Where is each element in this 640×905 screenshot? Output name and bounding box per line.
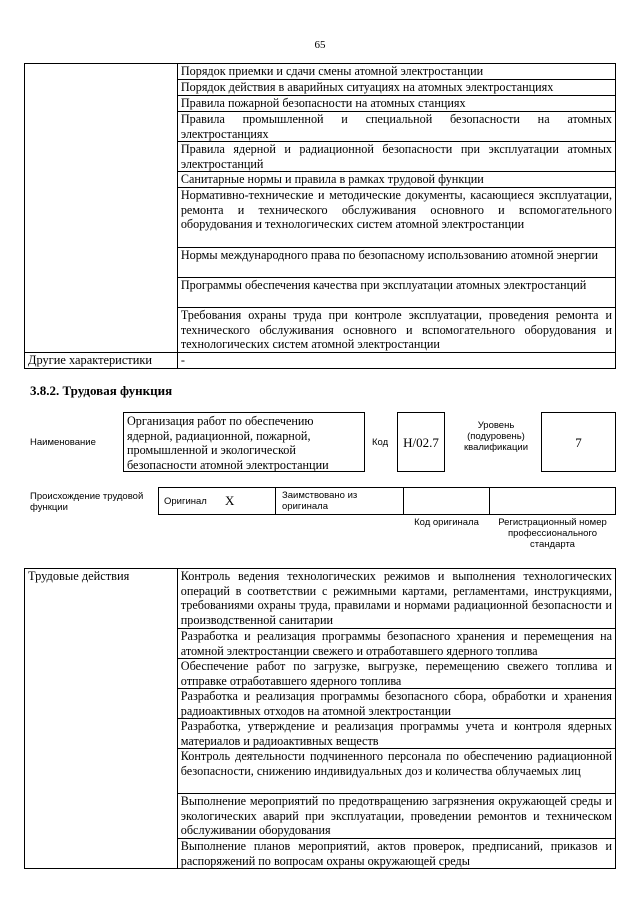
knowledge-row: Требования охраны труда при контроле эксплуатации, проведения ремонта и технического обслуживания основного и вспомогательного оборудования и технологических систем атомной электростанции xyxy=(177,308,615,353)
labor-action-row: Обеспечение работ по загрузке, выгрузке, перемещению свежего топлива и отправке отработавшего ядерного топлива xyxy=(177,659,615,689)
labor-actions-label: Трудовые действия xyxy=(25,569,178,869)
labor-action-row: Контроль ведения технологических режимов и выполнения технологических операций в соответствии с режимными картами, регламентами, инструкциями, требованиями охраны труда, правилами и нормами радиационной безопасности и производственной санитарии xyxy=(177,569,615,629)
name-value: Организация работ по обеспечению ядерной, радиационной, пожарной, промышленной и экологической безопасности атомной электростанции xyxy=(127,414,329,472)
knowledge-label-cell xyxy=(25,64,178,353)
origin-original-mark: X xyxy=(225,493,235,508)
origin-code-box xyxy=(403,487,490,515)
knowledge-row: Правила ядерной и радиационной безопасности при эксплуатации атомных электростанций xyxy=(177,142,615,172)
labor-action-row: Разработка, утверждение и реализация программы учета и контроля ядерных материалов и радиоактивных веществ xyxy=(177,719,615,749)
origin-borrowed-box xyxy=(275,487,404,515)
code-value-box xyxy=(397,412,445,472)
knowledge-row: Санитарные нормы и правила в рамках трудовой функции xyxy=(177,172,615,188)
labor-action-row: Выполнение планов мероприятий, актов проверок, предписаний, приказов и распоряжений по вопросам охраны окружающей среды xyxy=(177,839,615,869)
origin-original-box xyxy=(158,487,276,515)
name-value-box xyxy=(123,412,365,472)
origin-borrowed-label: Заимствовано из оригинала xyxy=(282,490,358,512)
other-characteristics-value: - xyxy=(177,353,615,369)
origin-label: Происхождение трудовой функции xyxy=(30,491,144,513)
origin-reg-caption: Регистрационный номер профессионального стандарта xyxy=(498,517,607,550)
code-label: Код xyxy=(372,437,389,448)
knowledge-row: Нормативно-технические и методические документы, касающиеся эксплуатации, ремонта и технического обслуживания основного и вспомогательного оборудования и технологических систем атомной электростанции xyxy=(177,188,615,248)
name-label: Наименование xyxy=(30,437,96,448)
labor-action-row: Контроль деятельности подчиненного персонала по обеспечению радиационной безопасности, снижению индивидуальных доз и количества облучаемых лиц xyxy=(177,749,615,794)
page-number: 65 xyxy=(314,39,326,51)
other-characteristics-label: Другие характеристики xyxy=(25,353,178,369)
origin-reg-box xyxy=(489,487,616,515)
level-value-box xyxy=(541,412,616,472)
knowledge-row: Порядок действия в аварийных ситуациях на атомных электростанциях xyxy=(177,80,615,96)
knowledge-row: Нормы международного права по безопасному использованию атомной энергии xyxy=(177,248,615,278)
labor-actions-table xyxy=(24,568,616,869)
section-heading: 3.8.2. Трудовая функция xyxy=(30,383,173,398)
knowledge-row: Программы обеспечения качества при эксплуатации атомных электростанций xyxy=(177,278,615,308)
origin-code-caption: Код оригинала xyxy=(414,517,479,528)
knowledge-table xyxy=(24,63,616,369)
origin-original-label: Оригинал xyxy=(164,496,207,507)
knowledge-row: Правила пожарной безопасности на атомных станциях xyxy=(177,96,615,112)
level-value: 7 xyxy=(575,435,582,450)
knowledge-row: Правила промышленной и специальной безопасности на атомных электростанциях xyxy=(177,112,615,142)
knowledge-row: Порядок приемки и сдачи смены атомной электростанции xyxy=(177,64,615,80)
labor-action-row: Разработка и реализация программы безопасного хранения и перемещения на атомной электростанции свежего и отработавшего ядерного топлива xyxy=(177,629,615,659)
level-label: Уровень (подуровень) квалификации xyxy=(463,420,529,453)
labor-action-row: Выполнение мероприятий по предотвращению загрязнения окружающей среды и экологических аварий при эксплуатации, проведении ремонтов и техническом обслуживании оборудования xyxy=(177,794,615,839)
code-value: H/02.7 xyxy=(403,435,439,450)
labor-action-row: Разработка и реализация программы безопасного сбора, обработки и хранения радиоактивных отходов на атомной электростанции xyxy=(177,689,615,719)
